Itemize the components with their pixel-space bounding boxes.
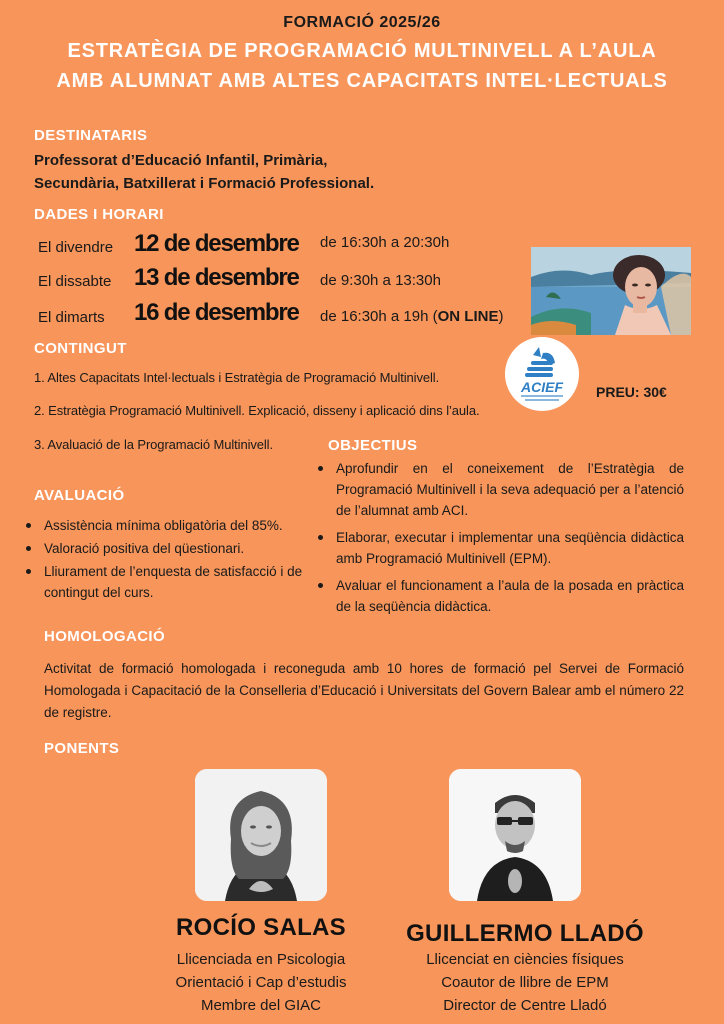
contingut-item-1: 1. Altes Capacitats Intel·lectuals i Estratègia de Programació Multinivell. [34, 370, 440, 385]
speaker-name-guillermo: GUILLERMO LLADÓ [406, 920, 644, 947]
avaluacio-heading: AVALUACIÓ [34, 487, 125, 504]
price-label: PREU: 30€ [596, 384, 667, 400]
avaluacio-item: Lliurament de l’enquesta de satisfacció i de contingut del curs. [22, 561, 314, 603]
destinataris-line1: Professorat d’Educació Infantil, Primària, [34, 152, 328, 169]
homologacio-heading: HOMOLOGACIÓ [44, 628, 166, 645]
course-year-label: FORMACIÓ 2025/26 [283, 14, 441, 31]
schedule-row-2 [34, 264, 524, 294]
avaluacio-list [22, 515, 314, 603]
schedule-row-3 [34, 299, 534, 329]
schedule-date: 12 de desembre [134, 230, 299, 257]
objectius-heading: OBJECTIUS [328, 437, 418, 454]
speaker-name-rocio: ROCÍO SALAS [176, 914, 346, 941]
schedule-day: El dissabte [38, 273, 112, 290]
course-title-line2: AMB ALUMNAT AMB ALTES CAPACITATS INTEL·LECTUALS [56, 70, 668, 92]
objectiu-item: Avaluar el funcionament a l’aula de la posada en pràctica de la seqüència didàctica. [314, 575, 684, 617]
homologacio-text: Activitat de formació homologada i reconeguda amb 10 hores de formació pel Servei de Formació Homologada i Capacitació de la Conselleria d’Educació i Universitats del Govern Balear amb el número 22 de registre. [44, 661, 684, 720]
speaker-bio-line: Coautor de llibre de EPM [441, 974, 609, 991]
objectius-list [314, 458, 684, 617]
schedule-time: de 16:30h a 20:30h [320, 234, 450, 251]
speaker-photo-guillermo [449, 769, 581, 901]
acief-logo [505, 337, 579, 411]
schedule-date: 16 de desembre [134, 299, 299, 326]
online-label: ON LINE [437, 308, 499, 325]
speaker-bio-line: Director de Centre Lladó [443, 997, 607, 1014]
avaluacio-item: Assistència mínima obligatòria del 85%. [22, 515, 314, 536]
schedule-time: de 9:30h a 13:30h [320, 272, 441, 289]
schedule-time: de 16:30h a 19h (ON LINE) [320, 308, 504, 325]
contingut-heading: CONTINGUT [34, 340, 127, 357]
speaker-photo-rocio [195, 769, 327, 901]
ponents-heading: PONENTS [44, 740, 120, 757]
speaker-bio-line: Llicenciada en Psicologia [176, 951, 346, 968]
speaker-bio-line: Membre del GIAC [200, 997, 322, 1014]
schedule-day: El divendre [38, 239, 114, 256]
logo-text: ACIEF [521, 379, 563, 395]
destinataris-line2: Secundària, Batxillerat i Formació Professional. [34, 175, 375, 192]
contingut-item-2: 2. Estratègia Programació Multinivell. Explicació, disseny i aplicació dins l’aula. [34, 403, 480, 418]
painting-image [531, 247, 691, 335]
objectiu-item: Aprofundir en el coneixement de l’Estratègia de Programació Multinivell i la seva adequació per a l’atenció de l’alumnat amb ACI. [314, 458, 684, 521]
schedule-date: 13 de desembre [134, 264, 299, 291]
course-title-line1: ESTRATÈGIA DE PROGRAMACIÓ MULTINIVELL A L’AULA [67, 40, 657, 62]
avaluacio-item: Valoració positiva del qüestionari. [22, 538, 314, 559]
contingut-item-3: 3. Avaluació de la Programació Multinivell. [34, 437, 273, 452]
speaker-bio-line: Llicenciat en ciències físiques [426, 951, 624, 968]
destinataris-heading: DESTINATARIS [34, 127, 148, 144]
objectiu-item: Elaborar, executar i implementar una seqüència didàctica amb Programació Multinivell (EPM). [314, 527, 684, 569]
horari-heading: DADES I HORARI [34, 206, 164, 223]
schedule-row-1 [34, 230, 524, 260]
speaker-bio-line: Orientació i Cap d’estudis [175, 974, 347, 991]
schedule-day: El dimarts [38, 309, 105, 326]
